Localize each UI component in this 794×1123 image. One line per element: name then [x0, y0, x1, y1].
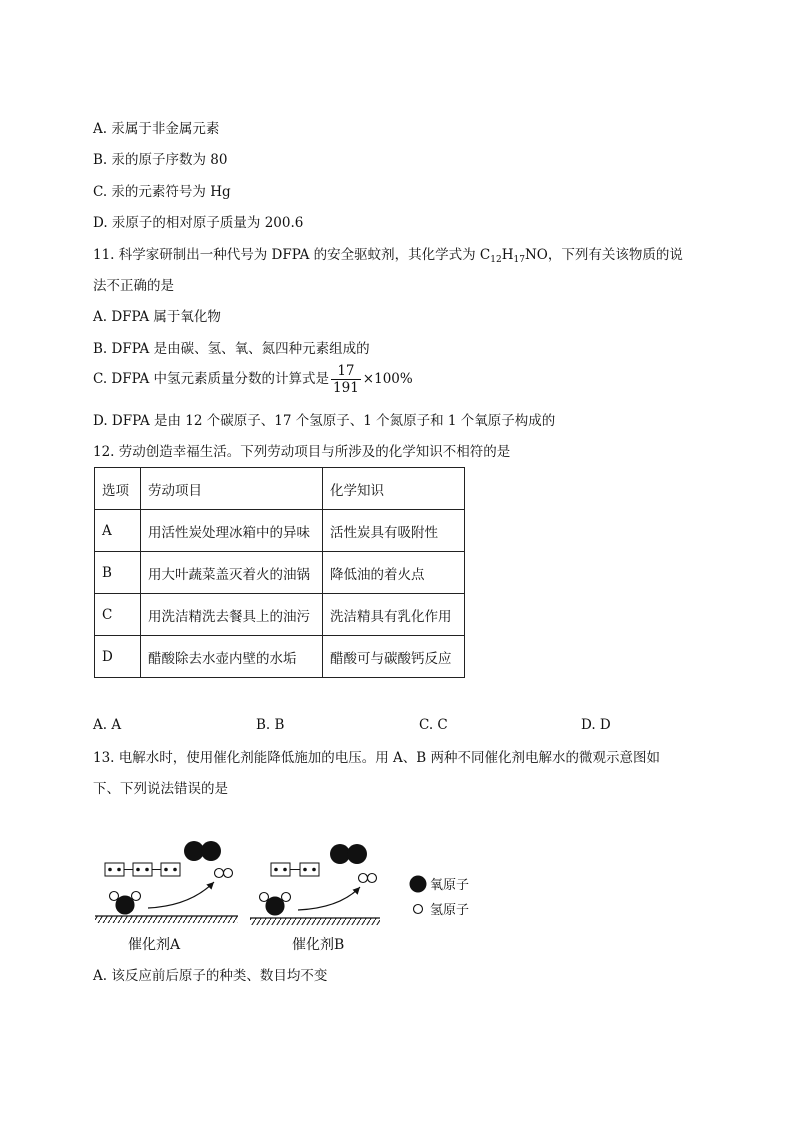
catalyst-b-oxygen-molecule: [330, 844, 367, 864]
q11-option-d: D. DFPA 是由 12 个碳原子、17 个氢原子、1 个氮原子和 1 个氧原子构成的: [93, 413, 556, 429]
q12-stem: 12. 劳动创造幸福生活。下列劳动项目与所涉及的化学知识不相符的是: [93, 444, 511, 460]
q11-stem-line2: 法不正确的是: [93, 278, 174, 294]
q12-option-c: C. C: [419, 717, 448, 733]
catalyst-b-arrow: [298, 887, 360, 910]
catalyst-a-arrow: [148, 882, 214, 908]
table-row: [95, 552, 465, 594]
table-row: [95, 594, 465, 636]
q13-stem-line2: 下、下列说法错误的是: [93, 781, 228, 797]
table-cell: 降低油的着火点: [323, 552, 465, 594]
oxygen-atom-icon: [410, 876, 427, 893]
q11-option-c-percent: ×100%: [362, 371, 413, 387]
legend-oxygen-label: 氧原子: [430, 878, 470, 893]
q11-fraction-numerator: 17: [331, 363, 361, 380]
q11-hydrogen-symbol: H: [501, 247, 514, 263]
hydrogen-atom-icon: [414, 905, 423, 914]
q12-option-d: D. D: [581, 717, 611, 733]
q11-stem-post: NO，下列有关该物质的说: [524, 247, 683, 263]
table-cell: 醋酸除去水壶内壁的水垢: [141, 636, 323, 678]
q13-stem-line1: 13. 电解水时，使用催化剂能降低施加的电压。用 A、B 两种不同催化剂电解水的微观示意图如: [93, 750, 661, 766]
table-cell: 用大叶蔬菜盖灭着火的油锅: [141, 552, 323, 594]
catalyst-a-water-molecule: [110, 892, 141, 915]
table-cell: B: [95, 552, 141, 594]
diagram-legend: [410, 876, 470, 919]
table-cell: A: [95, 510, 141, 552]
catalyst-a-surface-hatch: [95, 916, 238, 923]
catalyst-b-label: 催化剂B: [292, 937, 345, 953]
catalyst-a-hydrogen-molecule: [215, 869, 233, 878]
q12-option-a: A. A: [93, 717, 122, 733]
q11-stem-line1: [93, 246, 683, 264]
catalyst-b-surface-hatch: [250, 918, 380, 925]
table-row: [95, 636, 465, 678]
q10-option-b: B. 汞的原子序数为 80: [93, 152, 228, 168]
q12-option-b: B. B: [256, 717, 285, 733]
catalyst-b-group: [250, 844, 380, 953]
q11-fraction-denominator: 191: [333, 380, 359, 396]
q10-option-d: D. 汞原子的相对原子质量为 200.6: [93, 215, 304, 231]
q11-carbon-subscript: 12: [490, 255, 502, 265]
table-cell: D: [95, 636, 141, 678]
table-cell: 活性炭具有吸附性: [323, 510, 465, 552]
table-cell: C: [95, 594, 141, 636]
catalyst-b-water-molecule: [260, 893, 291, 916]
q11-fraction: [331, 363, 361, 396]
q11-option-c-text: C. DFPA 中氢元素质量分数的计算式是: [93, 371, 330, 387]
table-cell: 洗洁精具有乳化作用: [323, 594, 465, 636]
q10-option-a: A. 汞属于非金属元素: [93, 121, 220, 137]
legend-hydrogen-label: 氢原子: [430, 903, 470, 918]
table-cell: 醋酸可与碳酸钙反应: [323, 636, 465, 678]
table-header-cell: 劳动项目: [141, 468, 323, 510]
catalyst-a-label: 催化剂A: [128, 937, 181, 953]
q11-option-a: A. DFPA 属于氧化物: [93, 309, 221, 325]
q12-options: [0, 717, 794, 735]
catalyst-a-group: [95, 841, 238, 953]
table-cell: 用活性炭处理冰箱中的异味: [141, 510, 323, 552]
q11-stem-pre: 11. 科学家研制出一种代号为 DFPA 的安全驱蚊剂，其化学式为 C: [93, 247, 491, 263]
q11-option-b: B. DFPA 是由碳、氢、氧、氮四种元素组成的: [93, 341, 370, 357]
table-header-cell: 选项: [95, 468, 141, 510]
catalyst-a-oxygen-molecule: [184, 841, 221, 861]
q11-option-c: [93, 363, 413, 396]
catalyst-b-chain: [271, 863, 319, 876]
table-cell: 用洗洁精洗去餐具上的油污: [141, 594, 323, 636]
q10-option-c: C. 汞的元素符号为 Hg: [93, 184, 231, 200]
catalyst-b-hydrogen-molecule: [359, 874, 377, 883]
table-header-row: [95, 468, 465, 510]
electrolysis-diagram: [90, 832, 510, 957]
table-row: [95, 510, 465, 552]
table-header-cell: 化学知识: [323, 468, 465, 510]
catalyst-a-chain: [105, 863, 180, 876]
q11-hydrogen-subscript: 17: [513, 255, 525, 265]
q12-table: [94, 467, 465, 678]
q13-option-a: A. 该反应前后原子的种类、数目均不变: [93, 968, 328, 984]
